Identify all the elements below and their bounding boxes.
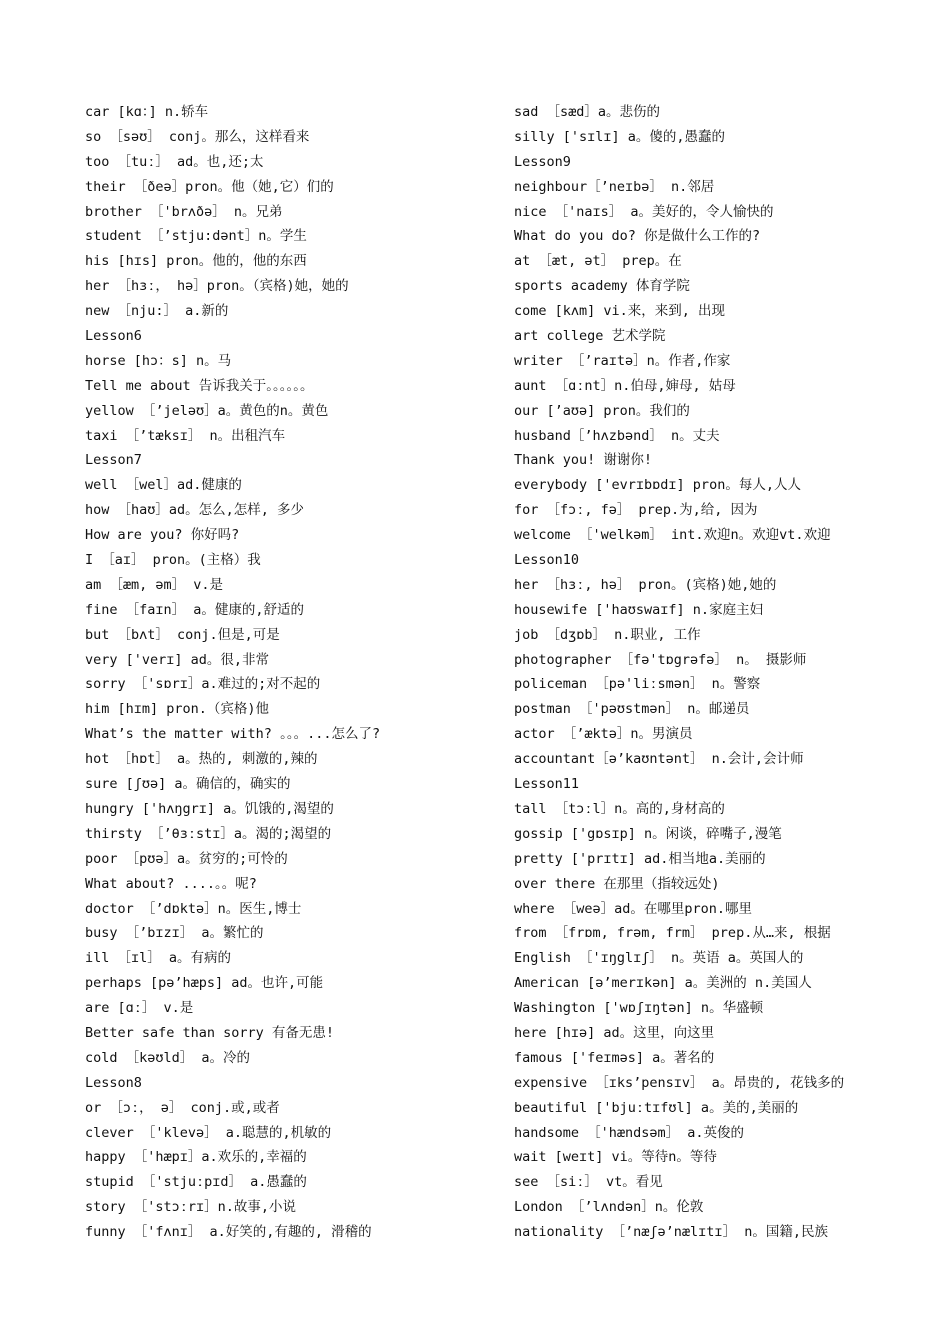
vocab-entry: busy ［’bɪzɪ］ a。繁忙的	[85, 925, 264, 942]
vocab-entry: sure [ʃʊə] a。确信的，确实的	[85, 776, 291, 793]
vocab-entry: for ［fɔː, fə］ prep.为,给, 因为	[514, 502, 758, 519]
vocab-entry: Thank you! 谢谢你!	[514, 452, 653, 469]
vocab-entry: thirsty ［’θɜːstɪ］a。渴的;渴望的	[85, 825, 332, 842]
vocab-entry: What about? ....。。呢?	[85, 875, 257, 892]
vocab-entry: silly ['sɪlɪ] a。傻的,愚蠢的	[514, 128, 726, 145]
left-column	[85, 100, 505, 1245]
vocab-entry: funny ［'fʌnɪ］ a.好笑的,有趣的, 滑稽的	[85, 1224, 372, 1241]
vocab-entry: everybody ['evrɪbɒdɪ] pron。每人,人人	[514, 477, 801, 494]
vocab-entry: her ［hɜː， hə］pron。（宾格)她，她的	[85, 278, 349, 295]
vocab-entry: him [hɪm] pron.（宾格)他	[85, 701, 270, 718]
vocab-entry: English ［'ɪŋglɪʃ］ n。英语 a。英国人的	[514, 950, 804, 967]
vocab-entry: are [ɑː］ v.是	[85, 1000, 194, 1017]
vocab-entry: expensive ［ɪks’pensɪv］ a。昂贵的, 花钱多的	[514, 1074, 845, 1091]
vocab-entry: very ['verɪ] ad。很,非常	[85, 651, 270, 668]
vocab-entry: poor ［pʊə］a。贫穷的;可怜的	[85, 850, 288, 867]
vocab-entry: gossip ['gɒsɪp] n。闲谈，碎嘴子,漫笔	[514, 825, 782, 842]
vocab-entry: or ［ɔː， ə］ conj.或,或者	[85, 1099, 280, 1116]
vocab-entry: Tell me about 告诉我关于。。。。。。	[85, 377, 314, 394]
vocab-entry: story ［'stɔːrɪ］n.故事,小说	[85, 1199, 297, 1216]
vocab-entry: hungry ['hʌŋgrɪ] a。饥饿的,渴望的	[85, 800, 334, 817]
vocab-entry: Washington ['wɒʃɪŋtən] n。华盛顿	[514, 1000, 764, 1017]
right-column	[514, 100, 934, 1245]
vocab-entry: happy ［'hæpɪ］a.欢乐的,幸福的	[85, 1149, 307, 1166]
vocab-entry: tall ［tɔːl］n。高的,身材高的	[514, 800, 725, 817]
vocab-entry: actor ［’æktə］n。男演员	[514, 726, 693, 743]
vocab-entry: over there 在那里（指较远处)	[514, 875, 720, 892]
vocab-entry: how ［haʊ］ad。怎么,怎样, 多少	[85, 502, 305, 519]
vocab-entry: What’s the matter with? 。。。...怎么了?	[85, 726, 381, 743]
vocab-entry: at ［æt, ət］ prep。在	[514, 253, 682, 270]
vocab-entry: fine ［faɪn］ a。健康的,舒适的	[85, 601, 305, 618]
vocab-entry: I ［aɪ］ pron。(主格）我	[85, 552, 261, 569]
vocab-entry: husband［’hʌzbənd］ n。丈夫	[514, 427, 720, 444]
vocab-entry: American [ə’merɪkən] a。美洲的 n.美国人	[514, 975, 812, 992]
vocab-entry: from ［frɒm, frəm, frm］ prep.从…来, 根据	[514, 925, 831, 942]
vocab-entry: nationality ［’næʃə’nælɪtɪ］ n。国籍,民族	[514, 1224, 828, 1241]
lesson-heading: Lesson9	[514, 153, 571, 170]
lesson-heading: Lesson10	[514, 552, 580, 569]
vocab-entry: housewife ['haʊswaɪf] n.家庭主妇	[514, 601, 764, 618]
vocab-entry: so ［səʊ］ conj。那么，这样看来	[85, 128, 310, 145]
vocab-entry: art college 艺术学院	[514, 328, 666, 345]
vocab-entry: perhaps [pə’hæps] ad。也许,可能	[85, 975, 324, 992]
vocab-entry: policeman ［pə'liːsmən］ n。警察	[514, 676, 761, 693]
vocab-entry: photographer ［fə'tɒgrəfə］ n。 摄影师	[514, 651, 807, 668]
vocab-entry: our [’aʊə] pron。我们的	[514, 402, 690, 419]
vocab-entry: doctor ［’dɒktə］n。医生,博士	[85, 900, 302, 917]
lesson-heading: Lesson11	[514, 776, 580, 793]
vocab-entry: car [kɑ：] n.轿车	[85, 104, 209, 120]
lesson-heading: Lesson6	[85, 328, 142, 345]
vocab-entry: sad ［sæd］a。悲伤的	[514, 104, 661, 120]
vocab-entry: writer ［’raɪtə］n。作者,作家	[514, 352, 731, 369]
vocab-entry: but ［bʌt］ conj.但是,可是	[85, 626, 280, 643]
vocab-entry: her ［hɜː, hə］ pron。(宾格)她,她的	[514, 576, 777, 593]
vocab-entry: famous ['feɪməs] a。著名的	[514, 1049, 715, 1066]
vocab-entry: cold ［kəʊld］ a。冷的	[85, 1049, 251, 1066]
vocab-entry: am ［æm, əm］ v.是	[85, 576, 224, 593]
vocab-entry: too ［tuː］ ad。也,还;太	[85, 153, 264, 170]
vocab-entry: see ［siː］ vt。看见	[514, 1174, 663, 1191]
vocab-entry: taxi ［’tæksɪ］ n。出租汽车	[85, 427, 286, 444]
vocab-entry: student ［’stju:dənt］n。学生	[85, 228, 307, 245]
vocab-entry: postman ［'pəʊstmən］ n。邮递员	[514, 701, 750, 718]
vocab-entry: job ［dʒɒb］ n.职业, 工作	[514, 626, 701, 643]
vocab-entry: Better safe than sorry 有备无患!	[85, 1024, 335, 1041]
vocab-entry: handsome ［'hændsəm］ a.英俊的	[514, 1124, 745, 1141]
vocab-entry: here [hɪə] ad。这里，向这里	[514, 1024, 715, 1041]
vocab-entry: sorry ［'sɒrɪ］a.难过的;对不起的	[85, 676, 321, 693]
vocab-entry: aunt ［ɑːnt］n.伯母,婶母, 姑母	[514, 377, 736, 394]
vocab-entry: where ［weə］ad。在哪里pron.哪里	[514, 900, 753, 917]
vocab-entry: London ［’lʌndən］n。伦敦	[514, 1199, 704, 1216]
vocab-entry: pretty ['prɪtɪ] ad.相当地a.美丽的	[514, 850, 766, 867]
vocab-entry: well ［wel］ad.健康的	[85, 477, 242, 494]
vocab-entry: wait [weɪt] vi。等待n。等待	[514, 1149, 717, 1166]
vocab-entry: welcome ［'welkəm］ int.欢迎n。欢迎vt.欢迎	[514, 527, 831, 544]
vocab-entry: brother ［'brʌðə］ n。兄弟	[85, 203, 283, 220]
lesson-heading: Lesson8	[85, 1074, 142, 1091]
vocab-entry: beautiful ['bjuːtɪfʊl] a。美的,美丽的	[514, 1099, 799, 1116]
vocab-entry: ill ［ɪl］ a。有病的	[85, 950, 232, 967]
vocab-entry: What do you do? 你是做什么工作的?	[514, 228, 761, 245]
vocab-entry: How are you? 你好吗?	[85, 527, 240, 544]
lesson-heading: Lesson7	[85, 452, 142, 469]
vocab-entry: horse [hɔ：s] n。马	[85, 352, 232, 369]
vocab-entry: nice ［'naɪs］ a。美好的，令人愉快的	[514, 203, 774, 220]
vocab-entry: sports academy 体育学院	[514, 278, 690, 295]
vocab-entry: accountant［ə’kaʊntənt］ n.会计,会计师	[514, 751, 804, 768]
vocab-entry: clever ［'klevə］ a.聪慧的,机敏的	[85, 1124, 332, 1141]
vocab-entry: yellow ［’jeləʊ］a。黄色的n。黄色	[85, 402, 329, 419]
vocab-entry: their ［ðeə］pron。他（她,它）们的	[85, 178, 334, 195]
vocab-entry: hot ［hɒt］ a。热的, 刺激的,辣的	[85, 751, 318, 768]
vocab-entry: his [hɪs] pron。他的，他的东西	[85, 253, 307, 270]
vocab-entry: neighbour［’neɪbə］ n.邻居	[514, 178, 715, 195]
vocab-entry: come [kʌm] vi.来，来到, 出现	[514, 303, 726, 320]
vocab-entry: stupid ［'stjuːpɪd］ a.愚蠢的	[85, 1174, 307, 1191]
vocab-entry: new ［nju:］ a.新的	[85, 303, 229, 320]
